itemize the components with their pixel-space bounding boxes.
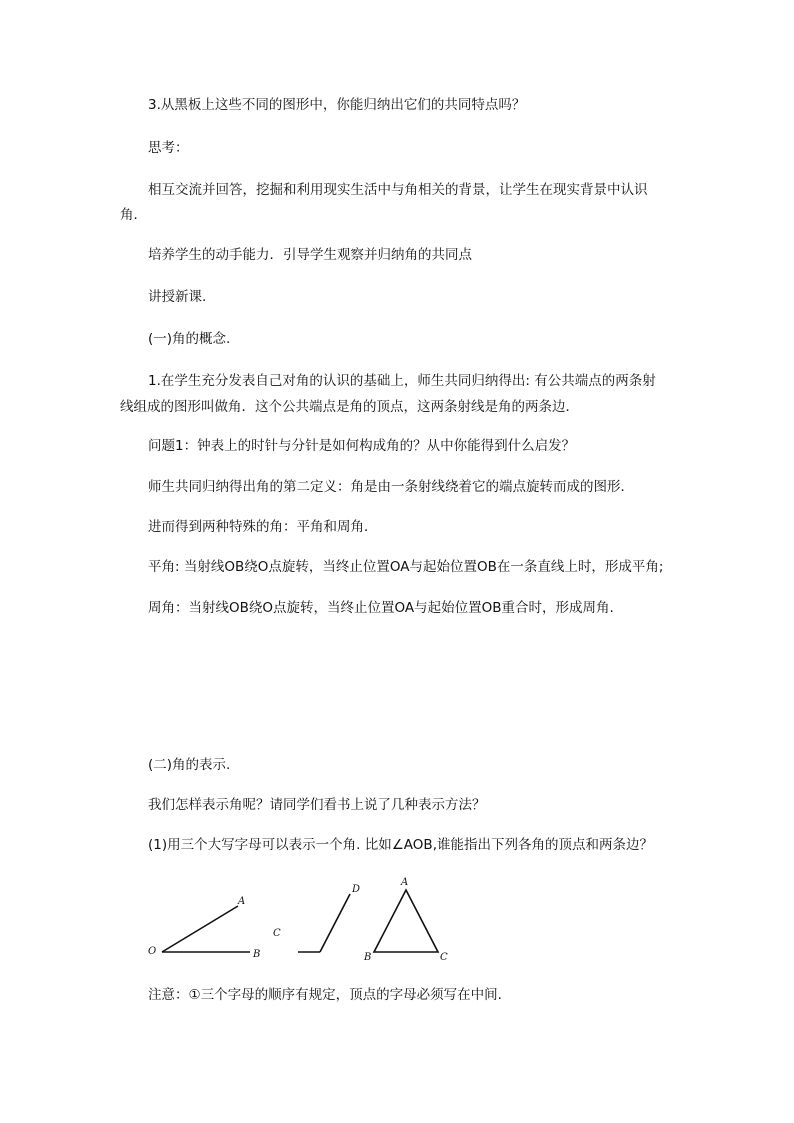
three-letter-method: (1)用三个大写字母可以表示一个角. 比如∠AOB,谁能指出下列各角的顶点和两条边？ bbox=[148, 837, 653, 853]
straight-angle-definition: 平角: 当射线OB绕O点旋转，当终止位置OA与起始位置OB在一条直线上时，形成平角; bbox=[148, 559, 664, 575]
ability-paragraph: 培养学生的动手能力．引导学生观察并归纳角的共同点 bbox=[148, 247, 472, 263]
new-lesson-heading: 讲授新课. bbox=[148, 289, 207, 305]
label-tri-c: C bbox=[440, 952, 448, 963]
label-tri-a: A bbox=[401, 877, 409, 888]
second-definition: 师生共同归纳得出角的第二定义：角是由一条射线绕着它的端点旋转而成的图形． bbox=[148, 479, 634, 495]
note-paragraph: 注意：①三个字母的顺序有规定，顶点的字母必须写在中间. bbox=[148, 987, 502, 1003]
definition-paragraph: 1.在学生充分发表自己对角的认识的基础上，师生共同归纳得出: 有公共端点的两条射 bbox=[148, 373, 656, 389]
question-3: 3.从黑板上这些不同的图形中，你能归纳出它们的共同特点吗？ bbox=[148, 97, 526, 113]
label-b: B bbox=[253, 949, 261, 960]
definition-paragraph-cont: 线组成的图形叫做角．这个公共端点是角的顶点，这两条射线是角的两条边． bbox=[120, 399, 579, 415]
label-c: C bbox=[273, 928, 281, 939]
representation-question: 我们怎样表示角呢？请同学们看书上说了几种表示方法？ bbox=[148, 797, 486, 813]
label-a: A bbox=[238, 896, 246, 907]
question-1: 问题1：钟表上的时针与分针是如何构成角的？从中你能得到什么启发？ bbox=[148, 438, 576, 454]
discussion-paragraph: 相互交流并回答，挖掘和利用现实生活中与角相关的背景，让学生在现实背景中认识 bbox=[148, 182, 648, 198]
discussion-paragraph-cont: 角． bbox=[120, 207, 147, 223]
think-label: 思考： bbox=[148, 140, 189, 156]
ray-oa bbox=[162, 906, 238, 952]
section-representation-heading: (二)角的表示. bbox=[148, 757, 231, 773]
section-concept-heading: (一)角的概念. bbox=[148, 331, 231, 347]
label-tri-b: B bbox=[364, 952, 372, 963]
full-angle-definition: 周角：当射线OB绕O点旋转，当终止位置OA与起始位置OB重合时，形成周角. bbox=[148, 600, 614, 616]
label-o: O bbox=[148, 946, 157, 957]
angle-cd bbox=[273, 884, 360, 952]
special-angles: 进而得到两种特殊的角：平角和周角． bbox=[148, 519, 378, 535]
triangle-shape bbox=[374, 890, 438, 952]
angle-figures bbox=[140, 870, 460, 970]
angle-aob bbox=[148, 896, 260, 960]
ray-d bbox=[320, 894, 350, 952]
triangle-abc bbox=[363, 877, 448, 963]
label-d: D bbox=[352, 884, 361, 895]
